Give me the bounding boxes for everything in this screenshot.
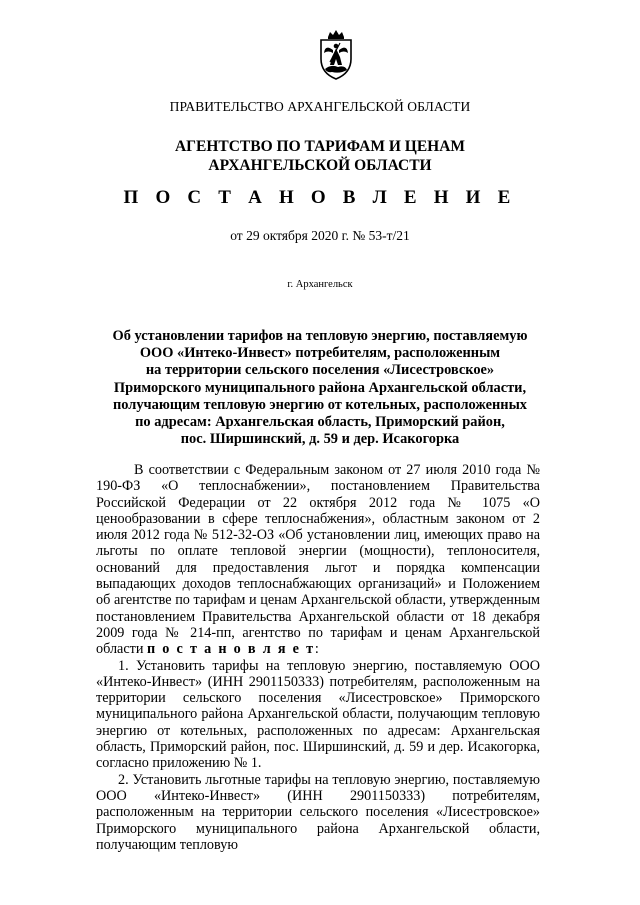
item-1-paragraph: 1. Установить тарифы на тепловую энергию, поставляемую ООО «Интеко-Инвест» (ИНН 2901150333) потребителям, расположенным на территории сельского поселения «Лисестровское» Приморского муниципального района Архангельской области, получающим тепловую энергию от котельных, расположенных по адресам: Архангельская область, Приморский район, пос. Ширшинский, д. 59 и дер. Исакогорка, согласно приложению № 1. bbox=[96, 657, 540, 772]
decree-word: п о с т а н о в л я е т bbox=[146, 641, 315, 658]
title-line: получающим тепловую энергию от котельных, расположенных bbox=[112, 396, 528, 413]
document-date-number: от 29 октября 2020 г. № 53-т/21 bbox=[230, 228, 410, 243]
document-city: г. Архангельск bbox=[287, 279, 353, 290]
title-line: пос. Ширшинский, д. 59 и дер. Исакогорка bbox=[180, 431, 460, 448]
title-line: Об установлении тарифов на тепловую энергию, поставляемую bbox=[112, 328, 528, 344]
title-line: ООО «Интеко-Инвест» потребителям, расположенным bbox=[139, 345, 501, 362]
arkhangelsk-coat-of-arms-icon bbox=[316, 29, 356, 81]
document-type: П О С Т А Н О В Л Е Н И Е bbox=[123, 187, 517, 208]
agency-line-2: АРХАНГЕЛЬСКОЙ ОБЛАСТИ bbox=[208, 157, 432, 174]
document-body bbox=[96, 462, 540, 853]
item-2-paragraph: 2. Установить льготные тарифы на тепловую энергию, поставляемую ООО «Интеко-Инвест» (ИНН 2901150333) потребителям, расположенным на территории сельского поселения «Лисестровское» Приморского муниципального района Архангельской области, получающим тепловую bbox=[96, 771, 540, 853]
title-line: по адресам: Архангельская область, Приморский район, bbox=[135, 414, 505, 431]
preamble-text: В соответствии с Федеральным законом от 27 июля 2010 года № 190-ФЗ «О теплоснабжении», постановлением Правительства Российской Федерации от 22 октября 2012 года № 1075 «О ценообразовании в сфере теплоснабжения», областным законом от 2 июля 2012 года № 512-32-ОЗ «Об установлении лиц, имеющих право на льготы по оплате тепловой энергии (мощности), теплоносителя, оснований для предоставления льгот и порядка компенсации выпадающих доходов теплоснабжающих организаций» и Положением об агентстве по тарифам и ценам Архангельской области, утвержденным постановлением Правительства Архангельской области от 18 декабря 2009 года № 214-пп, агентство по тарифам и ценам Архангельской области bbox=[96, 462, 540, 658]
title-line: на территории сельского поселения «Лисестровское» bbox=[145, 362, 495, 379]
government-name: ПРАВИТЕЛЬСТВО АРХАНГЕЛЬСКОЙ ОБЛАСТИ bbox=[169, 99, 471, 114]
agency-line-1: АГЕНТСТВО ПО ТАРИФАМ И ЦЕНАМ bbox=[174, 138, 466, 155]
agency-name bbox=[0, 137, 640, 175]
decree-colon: : bbox=[314, 641, 319, 658]
preamble-paragraph bbox=[96, 462, 540, 658]
title-line: Приморского муниципального района Архангельской области, bbox=[113, 379, 527, 396]
document-title bbox=[100, 328, 540, 448]
